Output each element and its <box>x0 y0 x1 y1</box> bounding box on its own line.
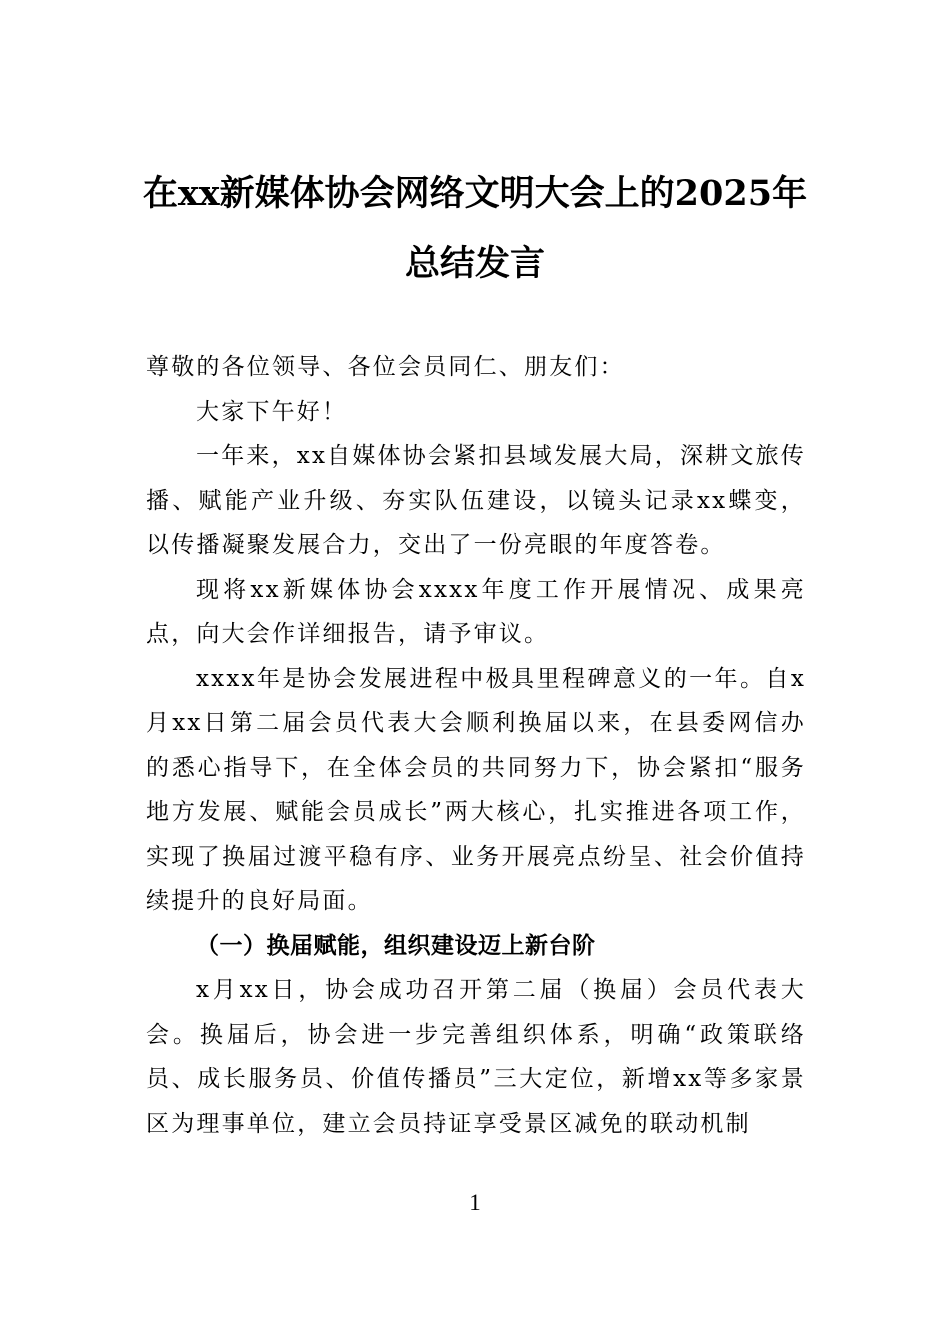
document-title-line-2: 总结发言 <box>404 243 545 284</box>
document-title-line-1: 在xx新媒体协会网络文明大会上的2025年 <box>142 173 808 214</box>
greeting: 大家下午好！ <box>196 398 348 425</box>
salutation: 尊敬的各位领导、各位会员同仁、朋友们： <box>146 354 625 380</box>
section-heading: （一）换届赋能，组织建设迈上新台阶 <box>196 932 596 959</box>
paragraph-1: 一年来，xx自媒体协会紧扣县域发展大局，深耕文旅传播、赋能产业升级、夯实队伍建设，以镜头记录xx蝶变，以传播凝聚发展合力，交出了一份亮眼的年度答卷。 <box>146 443 806 558</box>
document-body <box>146 345 806 1146</box>
page-number: 1 <box>469 1190 481 1215</box>
paragraph-2: 现将xx新媒体协会xxxx年度工作开展情况、成果亮点，向大会作详细报告，请予审议。 <box>146 576 806 647</box>
section-paragraph: x月xx日，协会成功召开第二届（换届）会员代表大会。换届后，协会进一步完善组织体系，明确“政策联络员、成长服务员、价值传播员”三大定位，新增xx等多家景区为理事单位，建立会员持证享受景区减免的联动机制 <box>146 977 806 1137</box>
paragraph-3: xxxx年是协会发展进程中极具里程碑意义的一年。自x月xx日第二届会员代表大会顺利换届以来，在县委网信办的悉心指导下，在全体会员的共同努力下，协会紧扣“服务地方发展、赋能会员成长”两大核心，扎实推进各项工作，实现了换届过渡平稳有序、业务开展亮点纷呈、社会价值持续提升的良好局面。 <box>146 665 806 914</box>
